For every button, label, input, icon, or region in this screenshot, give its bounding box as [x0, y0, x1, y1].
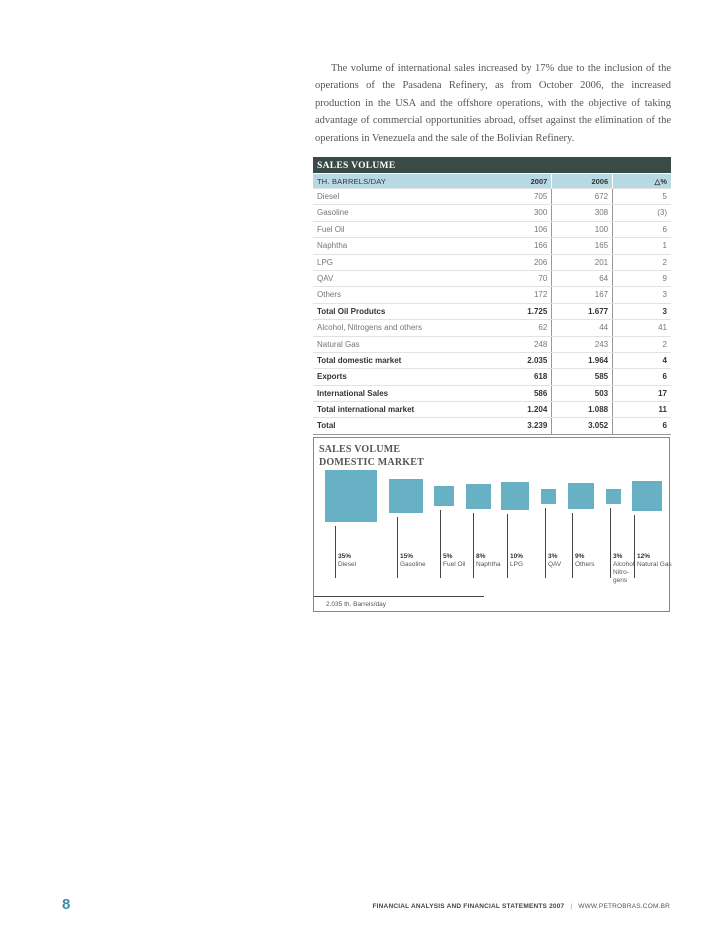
row-delta: 5 [662, 192, 667, 201]
header-2007: 2007 [486, 174, 553, 188]
chart-stem [397, 517, 398, 578]
chart-stem [572, 513, 573, 578]
chart-label [637, 553, 677, 569]
row-value-2007: 586 [486, 386, 553, 401]
row-delta: 3 [662, 290, 667, 300]
row-label: International Sales [317, 388, 389, 398]
chart-label-name: QAV [548, 561, 562, 568]
row-delta: 6 [662, 224, 667, 234]
chart-title-line2: DOMESTIC MARKET [319, 457, 424, 468]
chart-label-name: LPG [510, 561, 524, 568]
chart-label-name: Alcohol Nitro-gens [613, 561, 635, 584]
chart-label-pct: 10% [510, 553, 524, 560]
table-row [313, 270, 671, 286]
row-value-2006: 1.088 [552, 402, 613, 417]
row-value-2007: 172 [486, 287, 553, 302]
header-delta: △% [654, 177, 667, 186]
table-row [313, 221, 671, 237]
row-label: Others [317, 290, 342, 300]
row-delta: 9 [662, 273, 667, 283]
table-row [313, 254, 671, 270]
sales-volume-table [313, 157, 671, 435]
row-value-2007: 106 [486, 222, 553, 237]
chart-stem [634, 515, 635, 578]
row-delta: 3 [662, 306, 667, 316]
chart-square [501, 482, 529, 510]
row-label: Naphtha [317, 241, 348, 251]
chart-stem [440, 510, 441, 578]
table-row [313, 336, 671, 352]
row-value-2006: 585 [552, 369, 613, 384]
chart-label-name: Others [575, 561, 595, 568]
table-header-row [313, 173, 671, 188]
chart-rule [314, 596, 484, 597]
row-value-2006: 243 [552, 337, 613, 352]
row-delta: 17 [658, 388, 667, 398]
row-value-2007: 62 [486, 320, 553, 335]
chart-label-pct: 9% [575, 553, 585, 560]
table-row [313, 319, 671, 335]
table-row [313, 286, 671, 302]
row-value-2007: 300 [486, 205, 553, 220]
chart-stem [545, 508, 546, 579]
row-value-2007: 206 [486, 255, 553, 270]
row-delta: 6 [662, 421, 667, 431]
row-label: Total international market [317, 405, 415, 415]
row-label: Diesel [317, 192, 340, 201]
row-label: QAV [317, 273, 334, 283]
row-value-2006: 165 [552, 238, 613, 253]
row-value-2007: 70 [486, 271, 553, 286]
chart-square [632, 481, 662, 511]
row-delta: 4 [662, 355, 667, 365]
chart-label-name: Diesel [338, 561, 357, 568]
row-value-2007: 166 [486, 238, 553, 253]
row-value-2006: 167 [552, 287, 613, 302]
row-delta: 6 [662, 372, 667, 382]
chart-label-pct: 12% [637, 553, 651, 560]
row-delta: 2 [662, 339, 667, 349]
table-title: SALES VOLUME [313, 157, 671, 173]
row-label: Exports [317, 372, 347, 382]
row-value-2006: 3.052 [552, 418, 613, 433]
row-value-2007: 2.035 [486, 353, 553, 368]
footer-url[interactable]: WWW.PETROBRAS.COM.BR [578, 903, 670, 910]
row-value-2006: 672 [552, 189, 613, 204]
table-row [313, 368, 671, 384]
row-value-2007: 1.725 [486, 304, 553, 319]
table-row [313, 401, 671, 417]
table-row [313, 417, 671, 434]
chart-label-name: Natural Gas [637, 561, 672, 568]
chart-square [568, 483, 594, 509]
row-delta: 41 [658, 323, 667, 333]
row-label: Total [317, 421, 336, 431]
chart-label-pct: 8% [476, 553, 486, 560]
intro-paragraph: The volume of international sales increased by 17% due to the inclusion of the operations of the Pasadena Refinery, as from October 2006, the increased production in the USA and the offshore operations, with the objective of taking advantage of commercial opportunities abroad, offset against the elimination of the operations in Venezuela and the sale of the Bolivian Refinery. [315, 63, 671, 144]
chart-title-line1: SALES VOLUME [319, 444, 401, 455]
row-value-2007: 705 [486, 189, 553, 204]
row-delta: 1 [662, 241, 667, 251]
chart-label [400, 553, 440, 569]
chart-label-pct: 5% [443, 553, 453, 560]
chart-square [466, 484, 491, 509]
row-value-2007: 1.204 [486, 402, 553, 417]
table-body [313, 188, 671, 435]
row-label: Natural Gas [317, 339, 360, 349]
row-value-2007: 3.239 [486, 418, 553, 433]
row-value-2006: 503 [552, 386, 613, 401]
row-label: Total Oil Produtcs [317, 306, 386, 316]
chart-square [541, 489, 556, 504]
chart-square [389, 479, 423, 513]
header-2006: 2006 [552, 174, 613, 188]
footer-separator: | [570, 903, 573, 910]
chart-label-pct: 35% [338, 553, 352, 560]
chart-label-name: Naphtha [476, 561, 501, 568]
footer-title: FINANCIAL ANALYSIS AND FINANCIAL STATEMENTS 2007 [372, 903, 565, 910]
row-label: LPG [317, 257, 334, 267]
chart-stem [473, 513, 474, 579]
chart-stem [610, 508, 611, 579]
row-delta: (3) [657, 208, 667, 218]
chart-title [319, 443, 424, 469]
footer [372, 903, 670, 910]
row-label: Alcohol, Nitrogens and others [317, 323, 422, 333]
chart-label-name: Fuel Oil [443, 561, 466, 568]
chart-note: 2.035 th. Barrels/day [326, 601, 386, 608]
table-row [313, 352, 671, 368]
row-value-2006: 308 [552, 205, 613, 220]
table-row [313, 385, 671, 401]
table-row [313, 204, 671, 220]
row-value-2006: 100 [552, 222, 613, 237]
chart-label-pct: 3% [548, 553, 558, 560]
chart-label [338, 553, 378, 569]
row-delta: 11 [658, 405, 667, 415]
table-row [313, 237, 671, 253]
row-value-2007: 248 [486, 337, 553, 352]
row-value-2006: 1.964 [552, 353, 613, 368]
chart-label [575, 553, 615, 569]
chart-square [325, 470, 377, 522]
row-value-2006: 201 [552, 255, 613, 270]
table-row [313, 188, 671, 204]
chart-label-pct: 15% [400, 553, 414, 560]
row-value-2006: 64 [552, 271, 613, 286]
row-value-2007: 618 [486, 369, 553, 384]
table-row [313, 303, 671, 319]
row-label: Gasoline [317, 208, 349, 218]
row-label: Fuel Oil [317, 224, 345, 234]
row-value-2006: 44 [552, 320, 613, 335]
row-value-2006: 1.677 [552, 304, 613, 319]
row-label: Total domestic market [317, 355, 402, 365]
chart-stem [507, 514, 508, 578]
chart-square [434, 486, 454, 506]
chart-label [613, 553, 635, 585]
chart-stem [335, 526, 336, 578]
page-number: 8 [62, 896, 71, 913]
row-delta: 2 [662, 257, 667, 267]
header-unit: TH. BARRELS/DAY [317, 177, 387, 186]
chart-label-name: Gasoline [400, 561, 426, 568]
chart-label-pct: 3% [613, 553, 623, 560]
chart-square [606, 489, 621, 504]
chart-label [510, 553, 550, 569]
domestic-market-chart [313, 437, 670, 612]
